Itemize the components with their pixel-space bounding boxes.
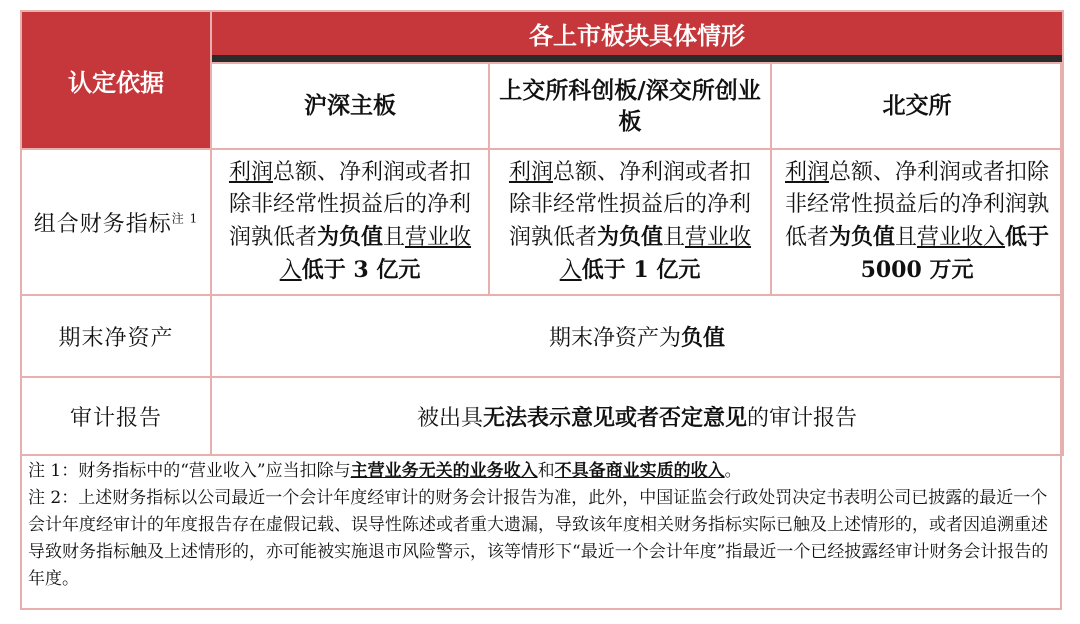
row-label-net-assets <box>21 295 211 377</box>
delisting-criteria-table <box>20 10 1064 456</box>
column-header-star-gem <box>489 63 771 149</box>
situations-header-label: 各上市板块具体情形 <box>529 21 746 50</box>
threshold-text: 低于 1 亿元 <box>581 257 701 283</box>
threshold-text: 低于 5000 万元 <box>860 224 1050 283</box>
net-assets-bold: 负值 <box>681 324 726 351</box>
conjunction: 且 <box>383 225 406 250</box>
column-header-bse <box>771 63 1063 149</box>
audit-cell <box>211 377 1063 455</box>
row-label-audit <box>21 377 211 455</box>
criteria-text: 总额、净利润或者扣除非经常性损益后的净利润孰低者 <box>508 160 752 250</box>
audit-text-post: 的审计报告 <box>747 405 858 431</box>
criteria-text: 总额、净利润或者扣除非经常性损益后的净利润孰低者 <box>784 160 1050 250</box>
financial-label: 组合财务指标 <box>33 211 172 237</box>
revenue-term: 营业收入 <box>917 225 1006 250</box>
note-1-bold-2: 不具备商业实质的收入 <box>554 461 725 481</box>
profit-term: 利润 <box>785 160 830 185</box>
profit-term: 利润 <box>228 160 273 185</box>
footnotes <box>28 458 1056 593</box>
financial-star-gem-cell <box>489 149 771 295</box>
negative-value-term: 为负值 <box>828 224 895 250</box>
conjunction: 且 <box>895 225 918 250</box>
negative-value-term: 为负值 <box>316 224 383 250</box>
bse-label: 北交所 <box>882 92 952 120</box>
net-assets-text: 期末净资产为 <box>549 325 682 351</box>
financial-note-ref: 注 1 <box>171 211 199 226</box>
profit-term: 利润 <box>508 160 553 185</box>
net-assets-label: 期末净资产 <box>58 325 174 351</box>
note-1-end: 。 <box>724 461 742 481</box>
note-1-bold-1: 主营业务无关的业务收入 <box>350 461 538 481</box>
audit-text-bold: 无法表示意见或者否定意见 <box>483 404 748 431</box>
criteria-text: 总额、净利润或者扣除非经常性损益后的净利润孰低者 <box>228 160 472 250</box>
negative-value-term: 为负值 <box>596 224 663 250</box>
audit-text-pre: 被出具 <box>416 405 483 431</box>
audit-label: 审计报告 <box>69 405 162 431</box>
threshold-text: 低于 3 亿元 <box>301 257 421 283</box>
main-board-label: 沪深主板 <box>304 92 396 120</box>
financial-bse-cell <box>771 149 1063 295</box>
situations-header-cell <box>211 11 1063 63</box>
note-2: 注 2：上述财务指标以公司最近一个会计年度经审计的财务会计报告为准，此外，中国证监会行政处罚决定书表明公司已披露的最近一个会计年度经审计的年度报告存在虚假记载、误导性陈述或者重大遗漏，导致该年度相关财务指标实际已触及上述情形的，或者因追溯重述导致财务指标触及上述情形的，亦可能被实施退市风险警示，该等情形下“最近一个会计年度”指最近一个已经披露经审计财务会计报告的年度。 <box>28 488 1049 589</box>
row-label-financial <box>21 149 211 295</box>
net-assets-cell <box>211 295 1063 377</box>
financial-main-board-cell <box>211 149 489 295</box>
revenue-term: 营业收入 <box>279 225 472 283</box>
note-1-mid: 和 <box>537 461 555 481</box>
basis-header-label: 认定依据 <box>68 67 164 97</box>
basis-header-cell <box>21 11 211 149</box>
star-gem-label: 上交所科创板/深交所创业板 <box>499 76 761 135</box>
note-1-text: 注 1：财务指标中的“营业收入”应当扣除与 <box>28 461 351 481</box>
revenue-term: 营业收入 <box>559 225 752 283</box>
conjunction: 且 <box>663 225 686 250</box>
note-1 <box>28 458 1056 485</box>
column-header-main-board <box>211 63 489 149</box>
